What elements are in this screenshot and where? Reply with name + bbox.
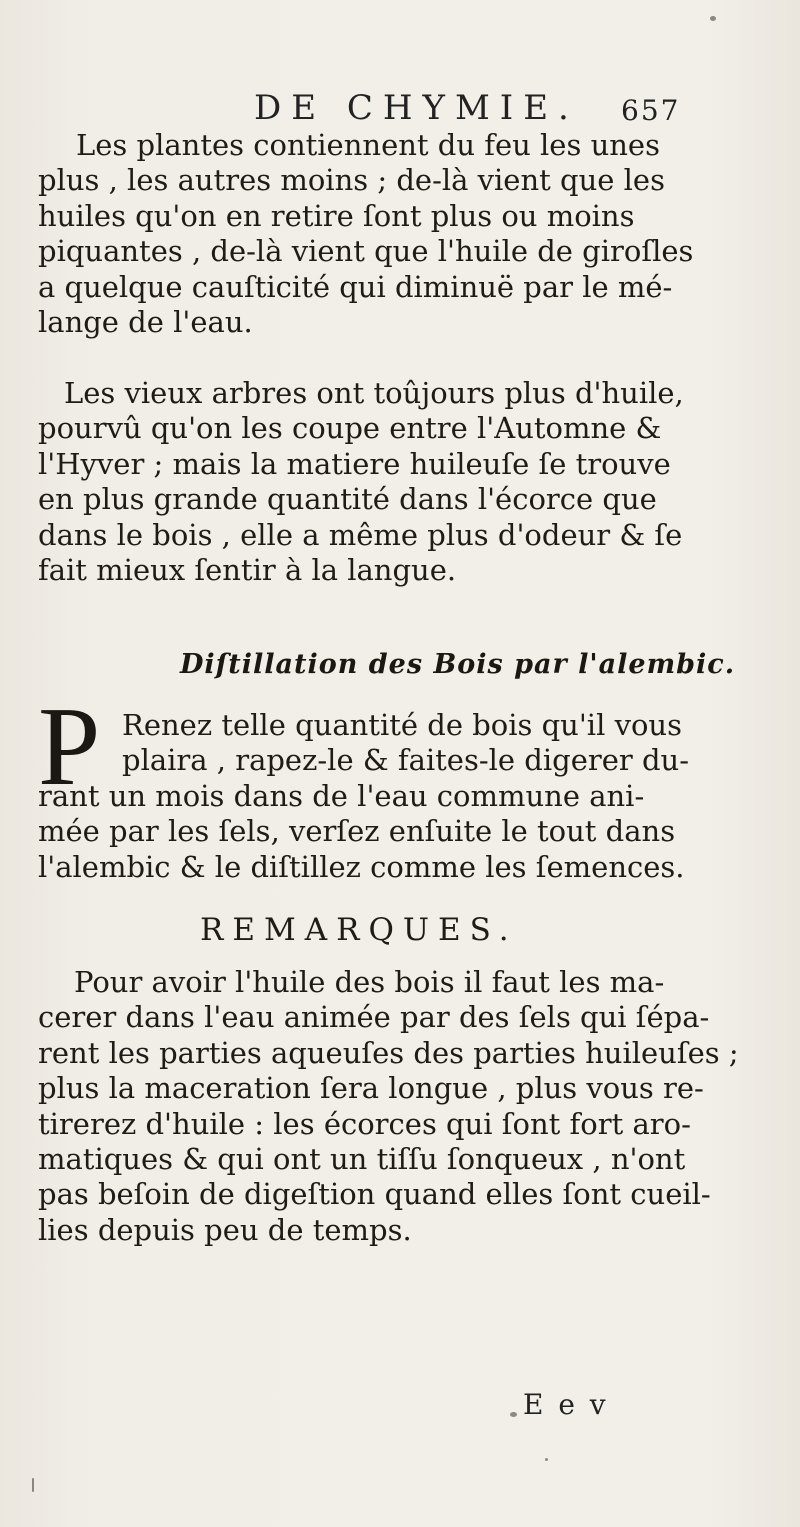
text-line: plus la maceration ſera longue , plus vous re- <box>38 1071 704 1106</box>
paragraph-plantes <box>38 128 738 340</box>
text-line: pourvû qu'on les coupe entre l'Automne & <box>38 411 662 446</box>
text-line: tirerez d'huile : les écorces qui ſont fort aro- <box>38 1106 691 1141</box>
ink-speck <box>510 1412 517 1417</box>
text-line: cerer dans l'eau animée par des ſels qui ſépa- <box>38 1000 710 1035</box>
text-line: l'alembic & le diſtillez comme les ſemences. <box>38 849 685 884</box>
text-line: rent les parties aqueuſes des parties huileuſes ; <box>38 1035 739 1070</box>
drop-cap: P <box>38 685 101 809</box>
page-number: 657 <box>621 94 681 127</box>
ink-speck <box>32 1478 34 1492</box>
text-line: piquantes , de-là vient que l'huile de giroſles <box>38 234 694 269</box>
text-line: Les plantes contiennent du feu les unes <box>76 128 660 162</box>
remarques-heading: REMARQUES. <box>200 912 518 948</box>
text-line: en plus grande quantité dans l'écorce que <box>38 482 657 517</box>
paragraph-distillation <box>38 708 738 885</box>
running-title: DE CHYMIE. <box>254 88 579 128</box>
text-line: pas beſoin de digeſtion quand elles ſont cueil- <box>38 1177 711 1212</box>
text-line: dans le bois , elle a même plus d'odeur & ſe <box>38 517 683 552</box>
text-line: Renez telle quantité de bois qu'il vous <box>122 708 682 742</box>
text-line: huiles qu'on en retire ſont plus ou moins <box>38 198 635 233</box>
text-line: plus , les autres moins ; de-là vient que les <box>38 163 665 198</box>
text-line: matiques & qui ont un tiſſu ſonqueux , n'ont <box>38 1142 686 1177</box>
section-title: Diſtillation des Bois par l'alembic. <box>180 649 736 680</box>
text-line: mée par les ſels, verſez enſuite le tout dans <box>38 814 676 849</box>
page-header <box>0 74 800 134</box>
signature-mark: E e v <box>523 1388 609 1421</box>
text-line: Les vieux arbres ont toûjours plus d'huile, <box>64 376 684 410</box>
text-line: Pour avoir l'huile des bois il faut les ma- <box>74 965 665 999</box>
text-line: a quelque cauſticité qui diminuë par le mé- <box>38 269 673 304</box>
text-line: fait mieux ſentir à la langue. <box>38 553 457 588</box>
text-line: lies depuis peu de temps. <box>38 1212 412 1247</box>
text-line: l'Hyver ; mais la matiere huileuſe ſe trouve <box>38 446 671 481</box>
ink-speck <box>710 16 716 21</box>
text-line: plaira , rapez-le & faites-le digerer du- <box>122 743 690 778</box>
text-line: lange de l'eau. <box>38 305 253 340</box>
text-line: rant un mois dans de l'eau commune ani- <box>38 778 645 813</box>
ink-speck <box>545 1458 548 1461</box>
paragraph-vieux-arbres <box>38 376 738 588</box>
paragraph-remarques <box>38 965 738 1248</box>
